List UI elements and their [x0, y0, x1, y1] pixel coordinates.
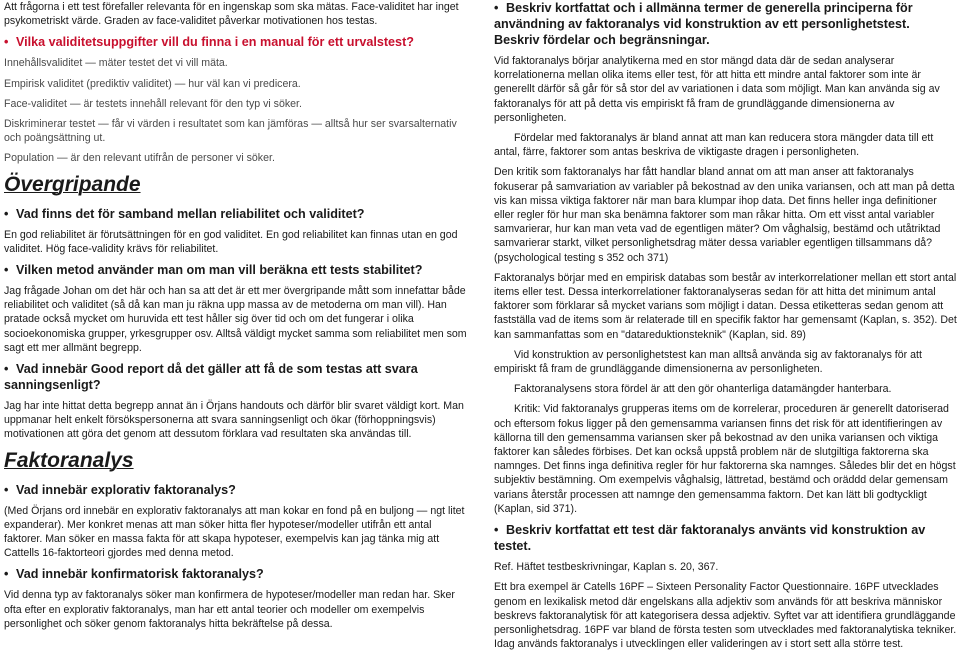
question-text: Beskriv kortfattat ett test där faktoranalys använts vid konstruktion av testet.: [494, 523, 926, 554]
question-text: Vad innebär explorativ faktoranalys?: [16, 482, 236, 497]
question-stability: [4, 262, 468, 278]
bullet-icon: •: [494, 523, 499, 538]
reference-line: Ref. Häftet testbeskrivningar, Kaplan s. 20, 367.: [494, 561, 719, 574]
bullet-icon: •: [4, 362, 9, 377]
answer-paragraph: Jag frågade Johan om det här och han sa att det är ett mer övergripande mått som innefattar både reliabilitet och validitet (så då kan man ju räkna upp massa av de metoderna om man vill). Han pratade också mycket om huruvida ett test håller sig över tid och om det fungerar i olika socioekonomiska grupper, yrkesgrupper osv. Alltså väldigt mycket samma som reliabilitet men som sagt ett mer allmänt begrepp.: [4, 285, 467, 354]
bullet-icon: •: [4, 263, 9, 278]
validity-item: Innehållsvaliditet — mäter testet det vi vill mäta.: [4, 57, 228, 70]
answer-paragraph: Vid denna typ av faktoranalys söker man konfirmera de hypoteser/modeller man redan har. Sker ofta efter en explorativ faktoranalys, man har ett antal teorier och modeller om exempelvis personlighet och söker genom faktoranalys hitta bekräftelse på dessa.: [4, 589, 455, 630]
validity-item: Population — är den relevant utifrån de personer vi söker.: [4, 152, 275, 165]
answer-paragraph: En god reliabilitet är förutsättningen för en god validitet. En god reliabilitet kan finnas utan en god validitet. Hög face-validity krävs för reliabilitet.: [4, 228, 458, 255]
bullet-icon: •: [494, 1, 499, 15]
intro-paragraph: Att frågorna i ett test förefaller relevanta för en ingenskap som ska mätas. Face-validitet har inget psykometriskt värde. Graden av face-validitet påverkar motivationen hos testas.: [4, 1, 459, 28]
question-factor-test-example: [494, 522, 958, 554]
question-confirmatory: [4, 566, 468, 582]
left-column: [4, 0, 468, 637]
question-text: Vilken metod använder man om man vill beräkna ett tests stabilitet?: [16, 263, 423, 278]
validity-item: Face-validitet — är testets innehåll relevant för den typ vi söker.: [4, 97, 302, 110]
answer-paragraph: Kritik: Vid faktoranalys grupperas items om de korrelerar, proceduren är generellt datoriserad och eftersom fokus ligger på den gemensamma variansen finns det risk för att identifieringen av källorna till den gemensamma variansen sker på bekostnad av den unika variansen och viktiga faktorer kan således förbises. Det kan också uppstå problem när de slutgiltiga faktorerna ska namnges. Det finns inga definitiva regler för hur faktorerna ska namnges. Således blir det en högst subjektiv bestämning. Om exempelvis våghalsig, lättretad, bestämd och oräddd delar gemensam varians återstår processen att namnge den gemensamma faktorn. Det kan lätt bli godtyckligt (Kaplan, sid 371).: [494, 403, 956, 515]
answer-paragraph: Vid konstruktion av personlighetstest kan man alltså använda sig av faktoranalys för att empiriskt få fram de grundläggande dimensionerna av personligheten.: [494, 348, 922, 376]
question-good-report: [4, 361, 468, 393]
section-heading-overgripande: Övergripande: [4, 172, 141, 196]
question-text: Beskriv kortfattat och i allmänna termer de generella principerna för användning av faktoranalys vid konstruktion av ett personlighetstest. Beskriv fördelar och begränsningar.: [494, 1, 913, 47]
question-factor-principles: [494, 0, 958, 48]
validity-item: Empirisk validitet (prediktiv validitet) — hur väl kan vi predicera.: [4, 77, 301, 90]
question-text: Vad finns det för samband mellan reliabilitet och validitet?: [16, 206, 365, 221]
answer-paragraph: Faktoranalysens stora fördel är att den gör ohanterliga datamängder hanterbara.: [514, 383, 892, 396]
question-text: Vad innebär Good report då det gäller att få de som testas att svara sanningsenligt?: [4, 362, 418, 393]
answer-paragraph: Vid faktoranalys börjar analytikerna med en stor mängd data där de sedan analyserar korrelationerna mellan olika items eller test, för att hitta ett mindre antal faktorer som inte är generellt därför så går för så stor del av variationen i data som möjligt. Man kan använda sig av faktoranalys för att på detta vis empiriskt få fram de grundläggande dimensionerna av personligheten.: [494, 55, 940, 124]
question-reliability-validity: [4, 206, 468, 222]
answer-paragraph: Ett bra exempel är Catells 16PF – Sixteen Personality Factor Questionnaire. 16PF utvecklades genom en lexikalisk metod där engelskans alla adjektiv som används för att beskriva människor beskrevs faktoranalytisk för att kategorisera dessa adjektiv. Syftet var att identifiera grundläggande personlighetsdrag. 16PF var bland de första testen som utvecklades med faktoranalytiska tekniker. Idag används faktoranalys i utvecklingen eller valideringen av i stort sett alla större test.: [494, 581, 957, 651]
bullet-icon: •: [4, 206, 9, 221]
validity-item: Diskriminerar testet — får vi värden i resultatet som kan jämföras — alltså hur ser svarsalternativ och poängsättning ut.: [4, 118, 457, 145]
section-heading-faktoranalys: Faktoranalys: [4, 448, 134, 472]
question-validity-manual: [4, 34, 468, 50]
question-text: Vad innebär konfirmatorisk faktoranalys?: [16, 567, 264, 582]
question-text: Vilka validitetsuppgifter vill du finna i en manual för ett urvalstest?: [16, 35, 414, 50]
answer-paragraph: Faktoranalys börjar med en empirisk databas som består av interkorrelationer mellan ett stort antal items eller test. Dessa interkorrelationer faktoranalyseras sedan för att hitta det minimum antal faktorer som förklarar så mycket varians som möjligt i datan. Dessa etiketteras sedan genom att fastställa vad de items som är relaterade till en specifik faktor har gemensamt (Kaplan, s. 352). Det kan sammanfattas som en "datareduktionsteknik" (Kaplan, sid. 89): [494, 271, 957, 341]
question-explorative: [4, 482, 468, 498]
answer-paragraph: Jag har inte hittat detta begrepp annat än i Örjans handouts och därför blir svaret väldigt kort. Man uppmanar helt enkelt försökspersonerna att svara sanningsenligt och ökar (förhoppningsvis) motivationen att göra det genom att dessutom förklara vad resultaten ska användas till.: [4, 400, 464, 441]
bullet-icon: •: [4, 482, 9, 497]
bullet-icon: •: [4, 567, 9, 582]
answer-paragraph: (Med Örjans ord innebär en explorativ faktoranalys att man kokar en fond på en buljong — ngt litet expanderar). Mer konkret menas att man söker hitta fler hypoteser/modeller utifrån ett antal faktorer. Man söker en massa fakta för att skapa hypoteser, exempelvis kan jag tänka mig att Cattells 16-faktorteori gjordes med denna metod.: [4, 504, 465, 560]
bullet-icon: •: [4, 35, 9, 50]
answer-paragraph: Den kritik som faktoranalys har fått handlar bland annat om att man anser att faktoranalys fokuserar på samvariation av variabler på bekostnad av den unika variansen, och att man på detta vis kan missa viktiga faktorer när man bara klumpar ihop data. Det finns heller inga definitioner eller regler för hur man ska benämna faktorer som man råkar hitta. Om ett visst antal variabler samvarierar, hur kan man veta vad de egentligen mäter? Om våghalsig, bestämd och utåtriktad samvarierar starkt, vilket personlighetsdrag mäter dessa variabler egentligen tillsammans då? (psychological testing s 352 och 371): [494, 166, 955, 264]
answer-paragraph: Fördelar med faktoranalys är bland annat att man kan reducera stora mängder data till ett antal, färre, faktorer som antas beskriva de viktigaste dragen i personligheten.: [494, 132, 934, 159]
right-column: [494, 0, 958, 657]
